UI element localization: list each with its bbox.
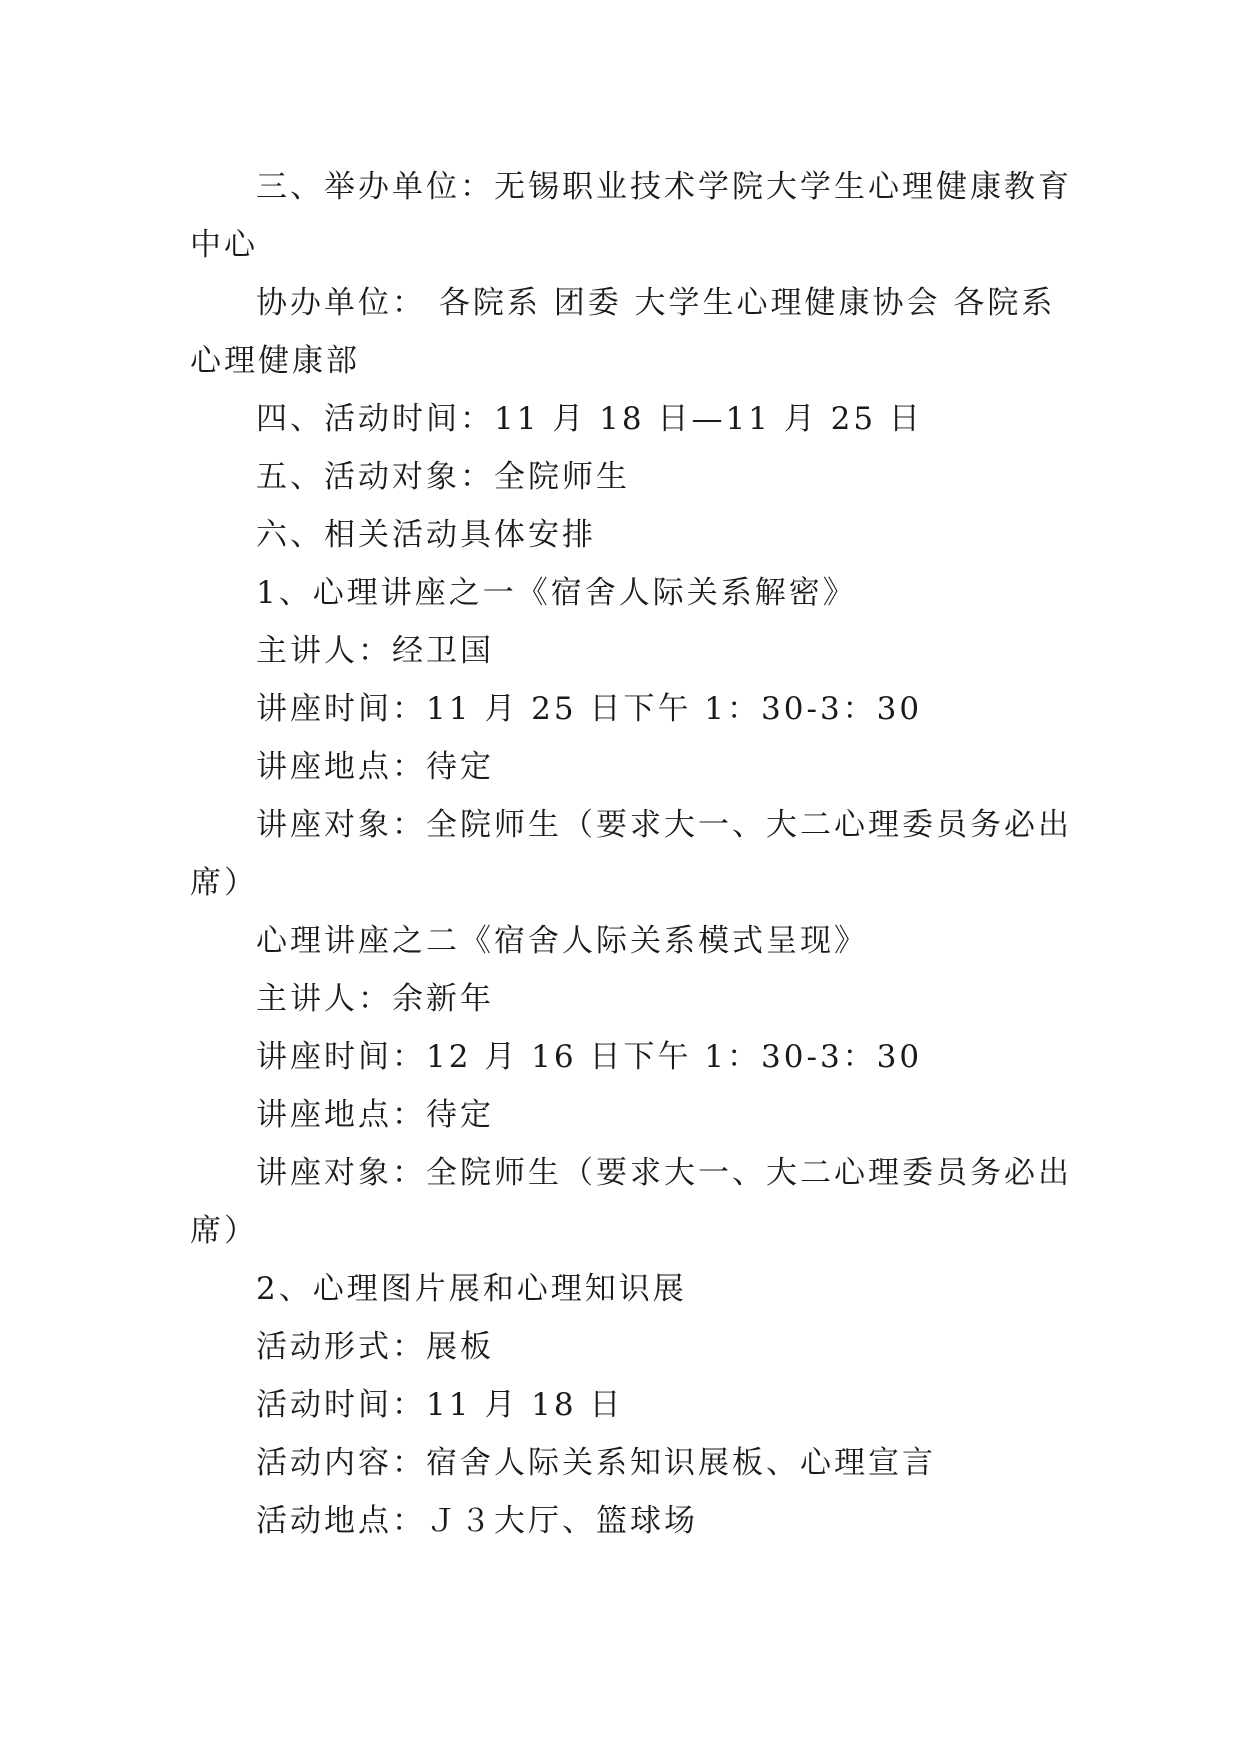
text-line: 主讲人：经卫国 — [256, 633, 494, 669]
section-heading: 六、相关活动具体安排 — [256, 517, 596, 553]
text-line: 四、活动时间：11 月 18 日—11 月 25 日 — [256, 401, 923, 437]
text-line: 活动形式：展板 — [256, 1329, 494, 1365]
text-line: 主讲人：余新年 — [256, 981, 494, 1017]
text-line: 席） — [190, 1213, 258, 1249]
text-line: 中心 — [190, 227, 258, 263]
text-line: 活动地点：Ｊ３大厅、篮球场 — [256, 1503, 698, 1539]
item-heading: 心理讲座之二《宿舍人际关系模式呈现》 — [256, 923, 868, 959]
text-line: 活动内容：宿舍人际关系知识展板、心理宣言 — [256, 1445, 936, 1481]
item-heading: 1、心理讲座之一《宿舍人际关系解密》 — [256, 575, 857, 611]
document-body — [190, 158, 1072, 1550]
text-line: 三、举办单位：无锡职业技术学院大学生心理健康教育 — [256, 169, 1072, 205]
text-line: 心理健康部 — [190, 343, 360, 379]
text-line: 讲座对象：全院师生（要求大一、大二心理委员务必出 — [256, 807, 1072, 843]
text-line: 讲座地点：待定 — [256, 749, 494, 785]
text-line: 五、活动对象：全院师生 — [256, 459, 630, 495]
text-line: 讲座地点：待定 — [256, 1097, 494, 1133]
text-line: 席） — [190, 865, 258, 901]
text-line: 讲座时间：12 月 16 日下午 1：30-3：30 — [256, 1039, 923, 1075]
item-heading: 2、心理图片展和心理知识展 — [256, 1271, 687, 1307]
text-line: 活动时间：11 月 18 日 — [256, 1387, 624, 1423]
text-line: 协办单位： 各院系 团委 大学生心理健康协会 各院系 — [256, 285, 1056, 321]
text-line: 讲座对象：全院师生（要求大一、大二心理委员务必出 — [256, 1155, 1072, 1191]
text-line: 讲座时间：11 月 25 日下午 1：30-3：30 — [256, 691, 923, 727]
